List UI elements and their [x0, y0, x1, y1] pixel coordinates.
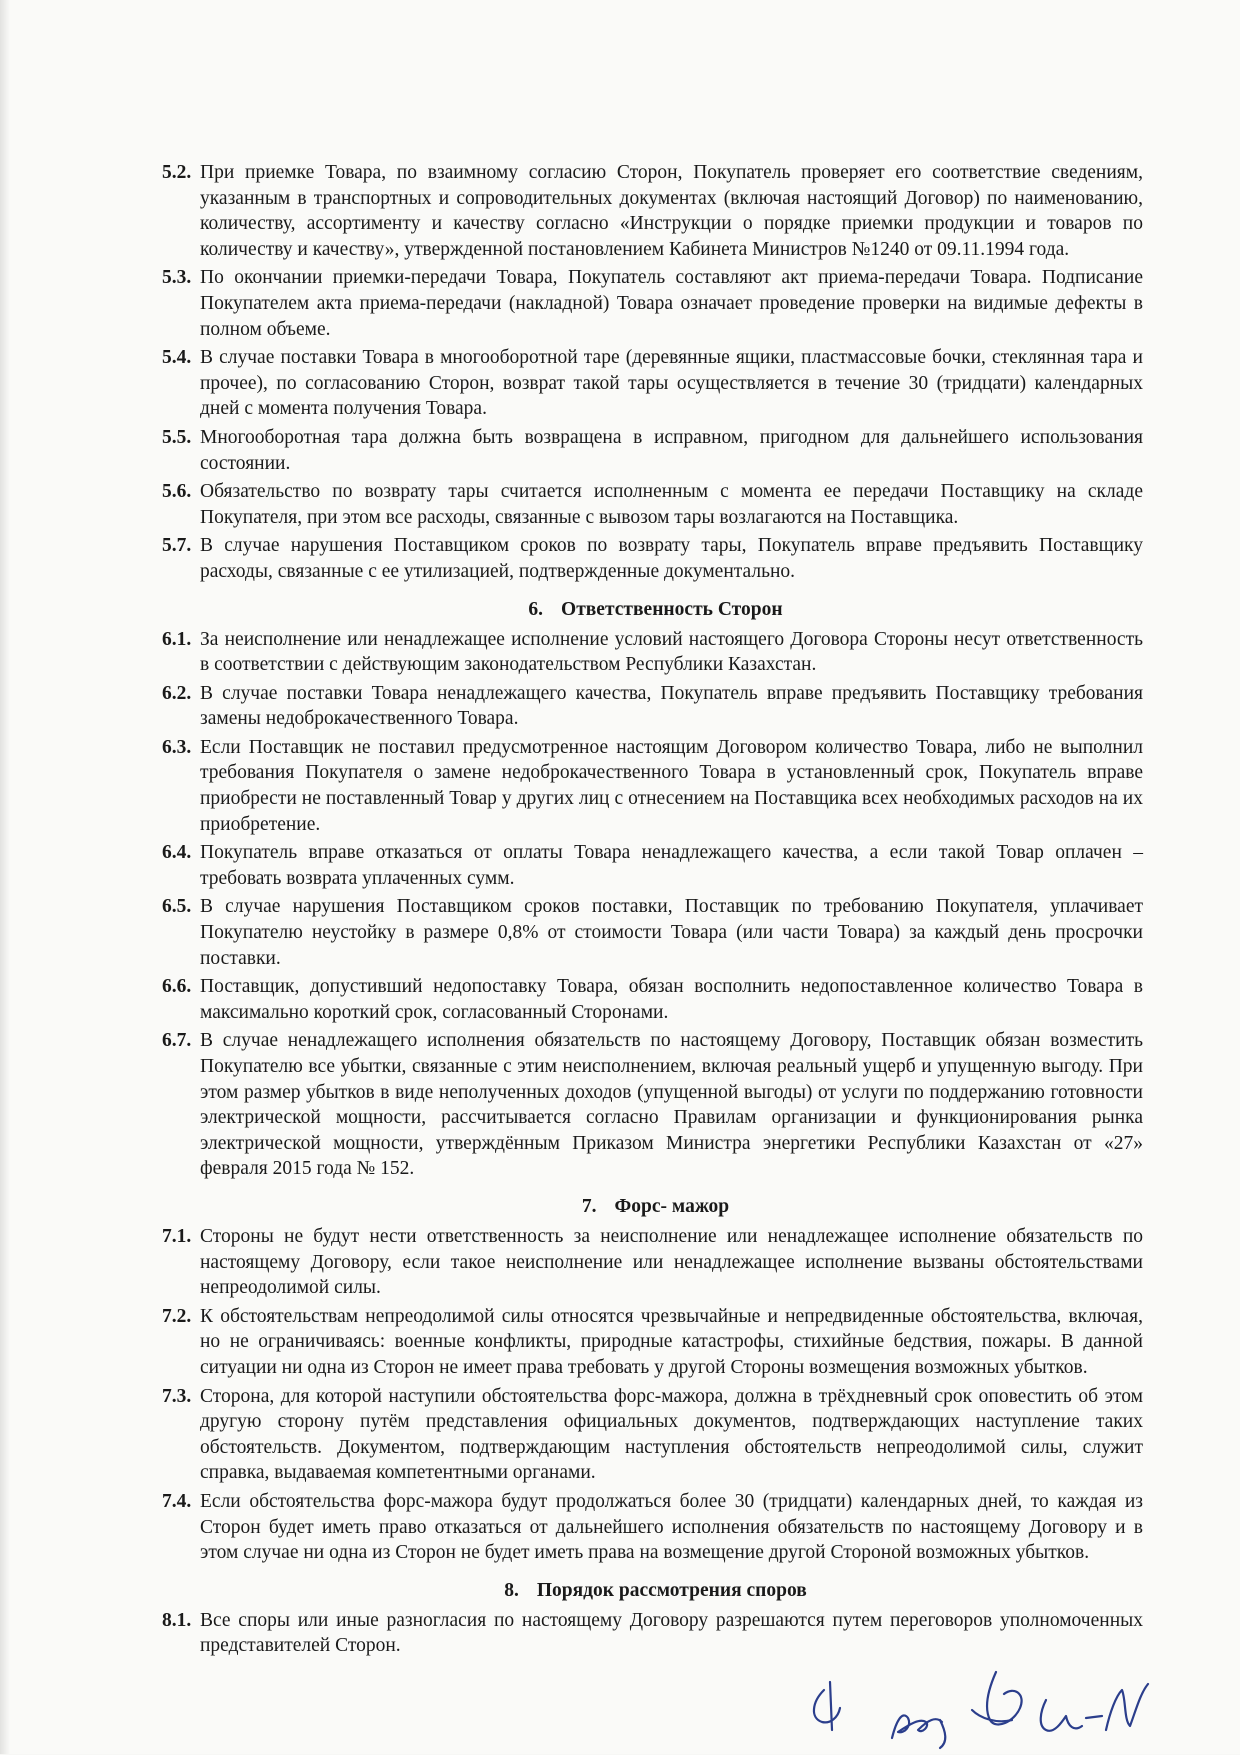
clause: [162, 1384, 1143, 1486]
document-body: [162, 160, 1143, 1662]
section-number: 7.: [581, 1195, 597, 1217]
clause: [162, 265, 1143, 342]
clause-text: Поставщик, допустивший недопоставку Товара, обязан восполнить недопоставленное количество Товара в максимально короткий срок, согласованный Сторонами.: [200, 976, 1143, 1023]
clause: [162, 627, 1143, 678]
clause-text: За неисполнение или ненадлежащее исполнение условий настоящего Договора Стороны несут ответственность в соответствии с действующим законодательством Республики Казахстан.: [200, 628, 1143, 676]
clause: [162, 1224, 1143, 1301]
clause-number: 7.3.: [162, 1385, 192, 1407]
section-title: Порядок рассмотрения споров: [536, 1579, 807, 1601]
clause-text: В случае поставки Товара в многооборотной таре (деревянные ящики, пластмассовые бочки, стеклянная тара и прочее), по согласованию Сторон, возврат такой тары осуществляется в течение 30 (тридцати) календарных дней с момента получения Товара.: [200, 347, 1143, 420]
clause: [162, 160, 1143, 262]
clause-number: 6.3.: [162, 736, 192, 758]
clause: [162, 425, 1143, 476]
clause: [162, 1608, 1143, 1659]
clause-text: Стороны не будут нести ответственность за неисполнение или ненадлежащее исполнение обязательств по настоящему Договору, если такое неисполнение или ненадлежащее исполнение вызваны обстоятельствами непреодолимой силы.: [200, 1225, 1143, 1299]
clause: [162, 345, 1143, 422]
section-title: Ответственность Сторон: [561, 598, 783, 620]
clause-number: 5.4.: [162, 347, 192, 369]
clause: [162, 840, 1143, 891]
clause: [162, 1489, 1143, 1566]
clause: [162, 1304, 1143, 1381]
clause-number: 5.6.: [162, 481, 192, 503]
clause: [162, 974, 1143, 1025]
clause-number: 6.1.: [162, 628, 192, 650]
clause-number: 5.3.: [162, 267, 192, 289]
clause-number: 6.7.: [162, 1030, 192, 1052]
clause: [162, 735, 1143, 837]
clause-text: В случае нарушения Поставщиком сроков поставки, Поставщик по требованию Покупателя, уплачивает Покупателю неустойку в размере 0,8% от стоимости Товара (или части Товара) за каждый день просрочки поставки.: [200, 896, 1143, 969]
clause-text: Все споры или иные разногласия по настоящему Договору разрешаются путем переговоров уполномоченных представителей Сторон.: [200, 1609, 1143, 1657]
clause: [162, 533, 1143, 584]
handwritten-signatures-icon: [800, 1660, 1160, 1750]
clause-number: 6.2.: [162, 682, 192, 704]
clause-number: 7.2.: [162, 1305, 192, 1327]
clause: [162, 479, 1143, 530]
clause-text: Обязательство по возврату тары считается исполненным с момента ее передачи Поставщику на складе Покупателя, при этом все расходы, связанные с вывозом тары возлагаются на Поставщика.: [200, 481, 1143, 528]
section-title: Форс- мажор: [614, 1195, 730, 1217]
clause-text: При приемке Товара, по взаимному согласию Сторон, Покупатель проверяет его соответствие сведениям, указанным в транспортных и сопроводительных документах (включая настоящий Договор) по наименованию, количеству, ассортименту и качеству согласно «Инструкции о порядке приемки продукции и товаров по количеству и качеству», утвержденной постановлением Кабинета Министров №1240 от 09.11.1994 года.: [200, 162, 1143, 260]
clause-number: 5.7.: [162, 535, 192, 557]
clause-number: 5.2.: [162, 162, 192, 183]
section-heading: [168, 1578, 1143, 1604]
clause-text: По окончании приемки-передачи Товара, Покупатель составляют акт приема-передачи Товара. Подписание Покупателем акта приема-передачи (накладной) Товара означает проведение проверки на видимые дефекты в полном объеме.: [200, 267, 1143, 340]
clause-text: Покупатель вправе отказаться от оплаты Товара ненадлежащего качества, а если такой Товар оплачен – требовать возврата уплаченных сумм.: [200, 842, 1143, 889]
clause-text: Если Поставщик не поставил предусмотренное настоящим Договором количество Товара, либо не выполнил требования Покупателя о замене недоброкачественного Товара в установленный срок, Покупатель вправе приобрести не поставленный Товар у других лиц с отнесением на Поставщика всех необходимых расходов на их приобретение.: [200, 736, 1143, 835]
clause: [162, 681, 1143, 732]
clause-number: 8.1.: [162, 1609, 192, 1631]
clause-text: Если обстоятельства форс-мажора будут продолжаться более 30 (тридцати) календарных дней, то каждая из Сторон будет иметь право отказаться от дальнейшего исполнения обязательств по настоящему Договору и в этом случае ни одна из Сторон не будет иметь права на возмещение другой Стороной возможных убытков.: [200, 1490, 1143, 1564]
clause-number: 6.6.: [162, 976, 192, 998]
clause-text: Многооборотная тара должна быть возвращена в исправном, пригодном для дальнейшего использования состоянии.: [200, 426, 1143, 474]
clause-number: 6.4.: [162, 842, 192, 864]
clause: [162, 894, 1143, 971]
clause-number: 7.1.: [162, 1225, 192, 1247]
clause: [162, 1028, 1143, 1182]
clause-number: 6.5.: [162, 896, 192, 918]
section-heading: [168, 1194, 1143, 1220]
clause-text: К обстоятельствам непреодолимой силы относятся чрезвычайные и непредвиденные обстоятельства, включая, но не ограничиваясь: военные конфликты, природные катастрофы, стихийные бедствия, пожары. В данной ситуации ни одна из Сторон не имеет права требовать у другой Стороны возмещения возможных убытков.: [200, 1305, 1143, 1378]
clause-number: 5.5.: [162, 426, 192, 448]
scan-edge: [0, 0, 10, 1754]
section-heading: [168, 597, 1143, 623]
clause-text: В случае поставки Товара ненадлежащего качества, Покупатель вправе предъявить Поставщику требования замены недоброкачественного Товара.: [200, 682, 1143, 730]
clause-text: В случае ненадлежащего исполнения обязательств по настоящему Договору, Поставщик обязан возместить Покупателю все убытки, связанные с этим неисполнением, включая реальный ущерб и упущенную выгоду. При этом размер убытков в виде неполученных доходов (упущенной выгоды) от услуги по поддержанию готовности электрической мощности, рассчитывается согласно Правилам организации и функционирования рынка электрической мощности, утверждённым Приказом Министра энергетики Республики Казахстан от «27» февраля 2015 года № 152.: [200, 1030, 1143, 1180]
clause-number: 7.4.: [162, 1490, 192, 1512]
section-number: 8.: [504, 1579, 519, 1601]
clause-text: В случае нарушения Поставщиком сроков по возврату тары, Покупатель вправе предъявить Поставщику расходы, связанные с ее утилизацией, подтвержденные документально.: [200, 535, 1143, 582]
clause-text: Сторона, для которой наступили обстоятельства форс-мажора, должна в трёхдневный срок оповестить об этом другую сторону путём представления официальных документов, подтверждающих наступление таких обстоятельств. Документом, подтверждающим наступления обстоятельств непреодолимой силы, служит справка, выдаваемая компетентными органами.: [200, 1385, 1143, 1484]
section-number: 6.: [528, 598, 544, 620]
